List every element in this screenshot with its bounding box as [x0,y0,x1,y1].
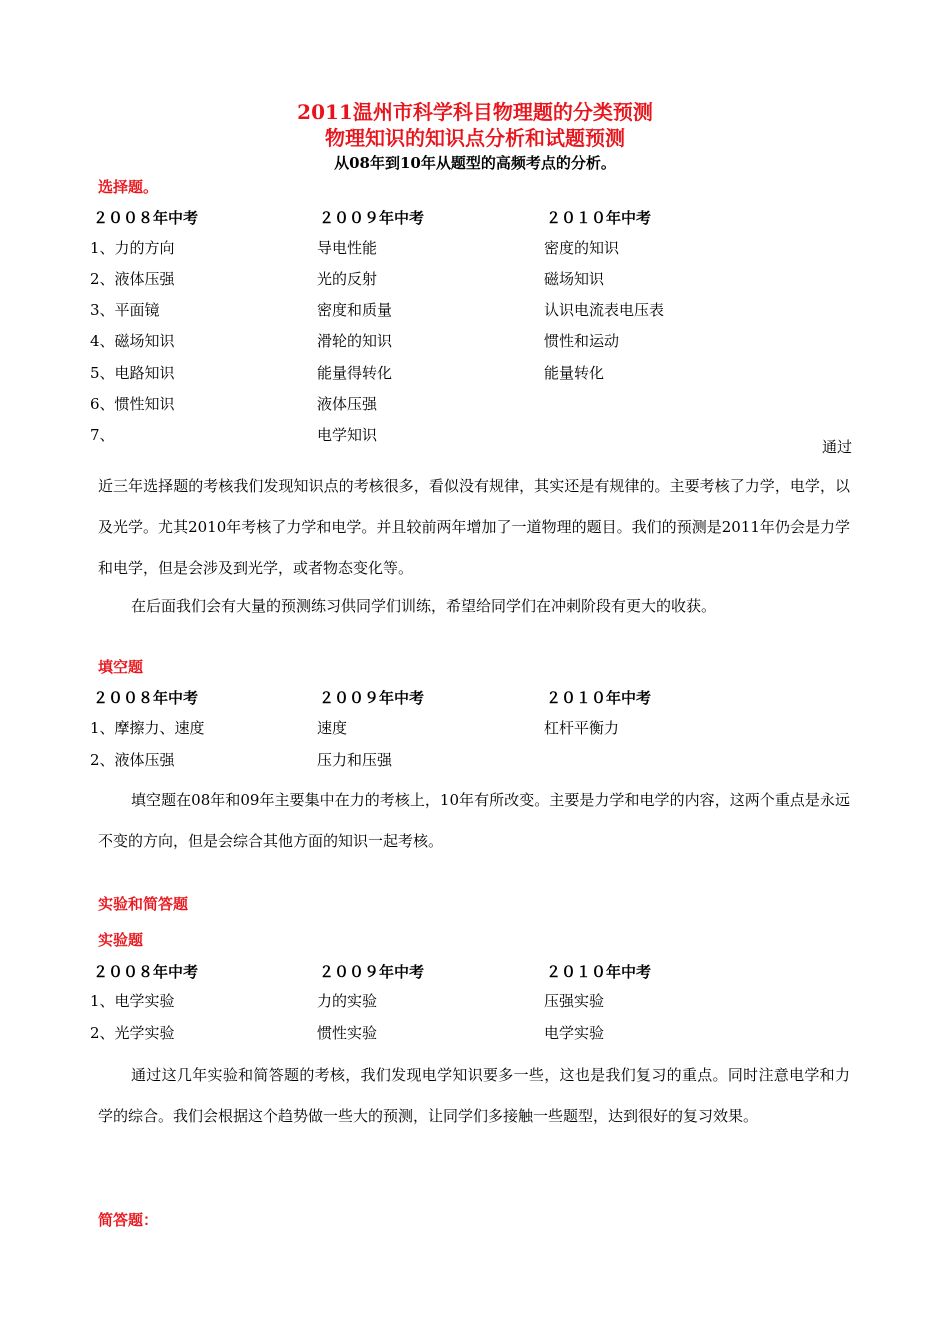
fill-analysis-paragraph: 填空题在08年和09年主要集中在力的考核上，10年有所改变。主要是力学和电学的内容，这两个重点是永远不变的方向，但是会综合其他方面的知识一起考核。 [98,791,850,850]
cell-2008: 1、力的方向 [90,239,175,257]
header-2008: ２００８年中考 [93,689,199,707]
cell-2009: 惯性实验 [317,1024,378,1042]
cell-2010: 认识电流表电压表 [544,301,665,319]
fill-section-heading: 填空题 [98,658,144,676]
header-2010: ２０１０年中考 [546,689,652,707]
cell-2010: 电学实验 [544,1024,605,1042]
header-2009: ２００９年中考 [319,689,425,707]
table-row [0,424,950,446]
cell-2009: 速度 [317,719,348,737]
table-row [0,990,950,1012]
choice-analysis-paragraph: 近三年选择题的考核我们发现知识点的考核很多，看似没有规律，其实还是有规律的。主要考核了力学，电学，以及光学。尤其2010年考核了力学和电学。并且较前两年增加了一道物理的题目。我们的预测是2011年仍会是力学和电学，但是会涉及到光学，或者物态变化等。 [98,477,850,577]
title-line-2: 物理知识的知识点分析和试题预测 [325,126,625,150]
table-row [0,717,950,739]
cell-2008: 2、液体压强 [90,270,175,288]
table-row [0,268,950,290]
table-row [0,299,950,321]
experiment-section-heading: 实验和简答题 [98,895,189,913]
experiment-subheading: 实验题 [98,931,144,949]
cell-2009: 滑轮的知识 [317,332,393,350]
subtitle: 从08年到10年从题型的高频考点的分析。 [334,154,616,172]
table-row [0,749,950,771]
cell-2010: 惯性和运动 [544,332,620,350]
cell-2010: 能量转化 [544,364,605,382]
header-2010: ２０１０年中考 [546,963,652,981]
cell-2009: 密度和质量 [317,301,393,319]
cell-2008: 7、 [90,426,115,444]
cell-2009: 导电性能 [317,239,378,257]
header-2009: ２００９年中考 [319,209,425,227]
trailing-note: 通过 [821,438,852,456]
cell-2010: 压强实验 [544,992,605,1010]
cell-2010: 磁场知识 [544,270,605,288]
cell-2008: 3、平面镜 [90,301,160,319]
choice-section-heading: 选择题。 [98,178,159,196]
table-row [0,393,950,415]
cell-2008: 2、光学实验 [90,1024,175,1042]
experiment-table-header [0,961,950,983]
experiment-analysis-paragraph: 通过这几年实验和简答题的考核，我们发现电学知识要多一些，这也是我们复习的重点。同时注意电学和力学的综合。我们会根据这个趋势做一些大的预测，让同学们多接触一些题型，达到很好的复习效果。 [98,1066,850,1125]
header-2010: ２０１０年中考 [546,209,652,227]
cell-2008: 2、液体压强 [90,751,175,769]
short-answer-heading: 简答题： [98,1211,159,1229]
choice-table-header [0,207,950,229]
table-row [0,237,950,259]
cell-2008: 1、电学实验 [90,992,175,1010]
cell-2009: 光的反射 [317,270,378,288]
cell-2008: 5、电路知识 [90,364,175,382]
cell-2010: 密度的知识 [544,239,620,257]
table-row [0,362,950,384]
header-2008: ２００８年中考 [93,963,199,981]
cell-2008: 1、摩擦力、速度 [90,719,205,737]
cell-2009: 压力和压强 [317,751,393,769]
cell-2009: 能量得转化 [317,364,393,382]
cell-2010: 杠杆平衡力 [544,719,620,737]
cell-2008: 6、惯性知识 [90,395,175,413]
cell-2008: 4、磁场知识 [90,332,175,350]
cell-2009: 电学知识 [317,426,378,444]
cell-2009: 力的实验 [317,992,378,1010]
cell-2009: 液体压强 [317,395,378,413]
table-row [0,330,950,352]
header-2008: ２００８年中考 [93,209,199,227]
title-line-1: 2011温州市科学科目物理题的分类预测 [297,100,653,124]
fill-table-header [0,687,950,709]
header-2009: ２００９年中考 [319,963,425,981]
table-row [0,1022,950,1044]
choice-closing-paragraph: 在后面我们会有大量的预测练习供同学们训练，希望给同学们在冲刺阶段有更大的收获。 [131,597,717,615]
